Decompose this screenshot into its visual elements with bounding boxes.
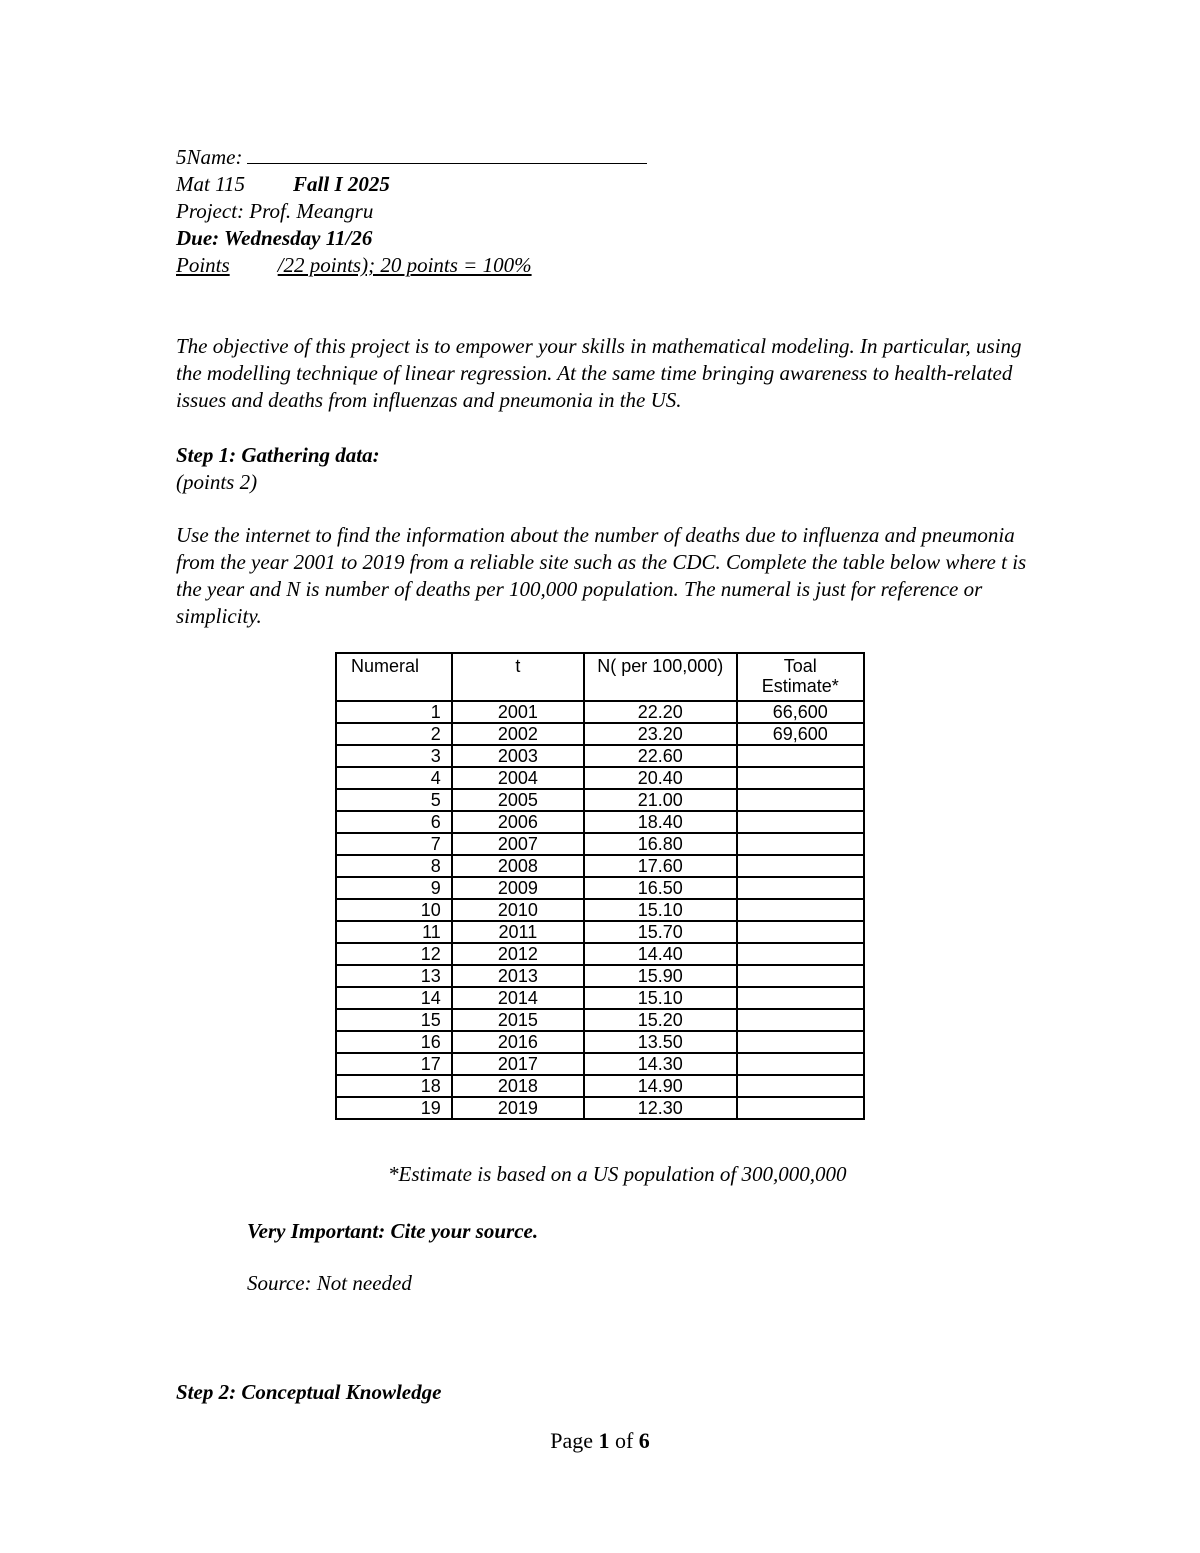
cell-year: 2014 — [452, 987, 584, 1009]
header-t: t — [452, 653, 584, 701]
data-table — [335, 652, 865, 1120]
cell-rate: 12.30 — [584, 1097, 737, 1119]
cell-numeral: 5 — [336, 789, 452, 811]
table-row — [336, 877, 864, 899]
name-label: 5Name: — [176, 145, 243, 169]
source-line: Source: Not needed — [247, 1271, 412, 1295]
cell-year: 2010 — [452, 899, 584, 921]
points-rest: /22 points); 20 points = 100% — [277, 253, 532, 277]
cell-total[interactable] — [737, 899, 864, 921]
cell-numeral: 6 — [336, 811, 452, 833]
cell-rate: 14.40 — [584, 943, 737, 965]
cell-year: 2012 — [452, 943, 584, 965]
objective-paragraph: The objective of this project is to empower your skills in mathematical modeling. In particular, using the modelling technique of linear regression. At the same time bringing awareness to health-related issues and deaths from influenzas and pneumonia in the US. — [176, 334, 1022, 412]
cell-numeral: 14 — [336, 987, 452, 1009]
cell-year: 2019 — [452, 1097, 584, 1119]
page-footer — [0, 1428, 1200, 1454]
table-row — [336, 1009, 864, 1031]
cell-numeral: 17 — [336, 1053, 452, 1075]
cell-total[interactable] — [737, 921, 864, 943]
cell-year: 2016 — [452, 1031, 584, 1053]
cell-numeral: 12 — [336, 943, 452, 965]
cell-numeral: 15 — [336, 1009, 452, 1031]
cell-total[interactable] — [737, 1075, 864, 1097]
table-row — [336, 811, 864, 833]
of-word: of — [614, 1428, 634, 1453]
cell-total[interactable] — [737, 855, 864, 877]
page-total: 6 — [638, 1428, 650, 1453]
cell-year: 2008 — [452, 855, 584, 877]
header-numeral: Numeral — [336, 653, 452, 701]
due-line: Due: Wednesday 11/26 — [176, 226, 373, 250]
table-row — [336, 767, 864, 789]
cell-total[interactable] — [737, 987, 864, 1009]
cell-total[interactable] — [737, 943, 864, 965]
cell-year: 2015 — [452, 1009, 584, 1031]
table-row — [336, 899, 864, 921]
cell-total[interactable] — [737, 789, 864, 811]
cell-rate: 16.50 — [584, 877, 737, 899]
cell-year: 2005 — [452, 789, 584, 811]
cell-year: 2001 — [452, 701, 584, 723]
cell-numeral: 3 — [336, 745, 452, 767]
cell-rate: 23.20 — [584, 723, 737, 745]
cell-total[interactable] — [737, 965, 864, 987]
cell-rate: 17.60 — [584, 855, 737, 877]
project-line: Project: Prof. Meangru — [176, 199, 374, 223]
table-row — [336, 1053, 864, 1075]
cell-total[interactable] — [737, 811, 864, 833]
table-header-row — [336, 653, 864, 701]
cell-year: 2018 — [452, 1075, 584, 1097]
cell-rate: 20.40 — [584, 767, 737, 789]
step2-title: Step 2: Conceptual Knowledge — [176, 1380, 442, 1404]
step1-points: (points 2) — [176, 470, 258, 494]
name-line — [176, 144, 647, 170]
table-row — [336, 701, 864, 723]
points-line — [176, 252, 532, 278]
header-n: N( per 100,000) — [584, 653, 737, 701]
term-label: Fall I 2025 — [293, 172, 390, 196]
cell-year: 2009 — [452, 877, 584, 899]
cell-numeral: 4 — [336, 767, 452, 789]
cell-rate: 21.00 — [584, 789, 737, 811]
cell-total[interactable] — [737, 833, 864, 855]
cell-total[interactable] — [737, 767, 864, 789]
cell-numeral: 18 — [336, 1075, 452, 1097]
cell-rate: 15.10 — [584, 899, 737, 921]
table-row — [336, 921, 864, 943]
cell-total[interactable] — [737, 745, 864, 767]
table-row — [336, 1031, 864, 1053]
table-row — [336, 833, 864, 855]
cell-rate: 14.30 — [584, 1053, 737, 1075]
cell-total[interactable] — [737, 1053, 864, 1075]
cell-rate: 13.50 — [584, 1031, 737, 1053]
header-total-estimate: Toal Estimate* — [737, 653, 864, 701]
course-line — [176, 171, 390, 197]
cell-numeral: 11 — [336, 921, 452, 943]
cell-year: 2004 — [452, 767, 584, 789]
cell-rate: 15.10 — [584, 987, 737, 1009]
page-number: 1 — [598, 1428, 610, 1453]
footnote: *Estimate is based on a US population of 300,000,000 — [388, 1162, 847, 1186]
table-row — [336, 855, 864, 877]
cell-numeral: 1 — [336, 701, 452, 723]
step1-title: Step 1: Gathering data: — [176, 443, 380, 467]
cell-numeral: 13 — [336, 965, 452, 987]
cell-rate: 14.90 — [584, 1075, 737, 1097]
cell-year: 2007 — [452, 833, 584, 855]
name-blank[interactable] — [247, 145, 647, 164]
page-word: Page — [550, 1428, 593, 1453]
table-body — [336, 701, 864, 1119]
cell-year: 2003 — [452, 745, 584, 767]
cell-numeral: 10 — [336, 899, 452, 921]
cell-total[interactable] — [737, 877, 864, 899]
cell-numeral: 19 — [336, 1097, 452, 1119]
cell-rate: 15.90 — [584, 965, 737, 987]
cell-rate: 18.40 — [584, 811, 737, 833]
cell-year: 2017 — [452, 1053, 584, 1075]
cell-numeral: 16 — [336, 1031, 452, 1053]
cell-rate: 22.60 — [584, 745, 737, 767]
table-row — [336, 745, 864, 767]
cell-total[interactable]: 66,600 — [737, 701, 864, 723]
cell-total[interactable] — [737, 1031, 864, 1053]
table-row — [336, 987, 864, 1009]
cell-numeral: 2 — [336, 723, 452, 745]
cell-year: 2011 — [452, 921, 584, 943]
cell-total[interactable]: 69,600 — [737, 723, 864, 745]
table-row — [336, 965, 864, 987]
cell-numeral: 9 — [336, 877, 452, 899]
cell-rate: 22.20 — [584, 701, 737, 723]
table-row — [336, 1097, 864, 1119]
course-label: Mat 115 — [176, 172, 246, 196]
cell-year: 2013 — [452, 965, 584, 987]
points-label: Points — [176, 253, 230, 277]
table-row — [336, 789, 864, 811]
cell-rate: 15.20 — [584, 1009, 737, 1031]
cell-year: 2006 — [452, 811, 584, 833]
table-row — [336, 723, 864, 745]
cell-numeral: 7 — [336, 833, 452, 855]
important-note: Very Important: Cite your source. — [247, 1219, 539, 1243]
cell-total[interactable] — [737, 1009, 864, 1031]
cell-rate: 16.80 — [584, 833, 737, 855]
cell-numeral: 8 — [336, 855, 452, 877]
cell-year: 2002 — [452, 723, 584, 745]
cell-rate: 15.70 — [584, 921, 737, 943]
step1-instructions: Use the internet to find the information about the number of deaths due to influenza and pneumonia from the year 2001 to 2019 from a reliable site such as the CDC. Complete the table below where t is the year and N is number of deaths per 100,000 population. The numeral is just for reference or simplicity. — [176, 523, 1027, 628]
cell-total[interactable] — [737, 1097, 864, 1119]
table-row — [336, 943, 864, 965]
table-row — [336, 1075, 864, 1097]
